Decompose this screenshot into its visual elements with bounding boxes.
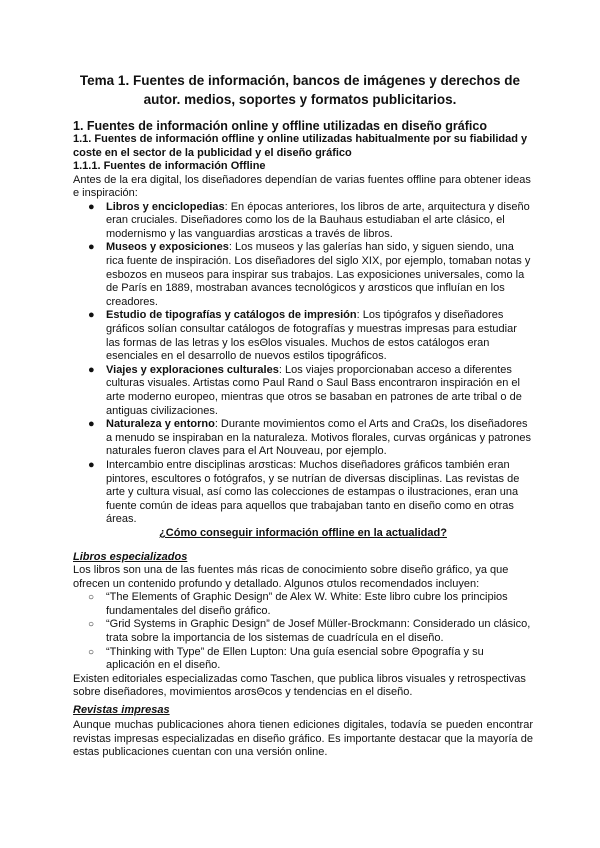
list-item: [73, 201, 533, 242]
intro-paragraph: Antes de la era digital, los diseñadores dependían de varias fuentes offline para obtener ideas e inspiración:: [73, 173, 531, 200]
bullet-icon: ●: [88, 200, 95, 213]
libros-heading: Libros especializados: [73, 551, 188, 563]
section-offline-sources: [73, 119, 533, 541]
list-item-term: Museos y exposiciones: [106, 241, 229, 254]
bullet-icon: ●: [88, 418, 95, 431]
list-item-text: “The Elements of Graphic Design” de Alex W. White: Este libro cubre los principios fundamentales del diseño gráfico.: [106, 591, 508, 617]
list-item: [73, 618, 533, 645]
list-item: [73, 591, 533, 618]
editoriales-paragraph: Existen editoriales especializadas como Taschen, que publica libros visuales y retrospectivas sobre diseñadores, movimientos arσsΘcos y tendencias en el diseño.: [73, 672, 526, 699]
bullet-icon: ○: [88, 646, 95, 658]
list-item-text: : Los tipógrafos y diseñadores gráficos solían consultar catálogos de fotografías y muestras impresas para estudiar las formas de las letras y los esΘlos visuales. Muchos de estos catálogos eran esenciales en el desarrollo de nuevos estilos tipográficos.: [106, 309, 517, 363]
list-item-text: : En épocas anteriores, los libros de arte, arquitectura y diseño eran cruciales. Diseñadores como los de la Bauhaus estudiaban el arte clásico, el modernismo y las vanguardias arσsticas a través de libros.: [106, 200, 530, 240]
section-libros: [73, 550, 533, 700]
list-item-text: : Los museos y las galerías han sido, y siguen siendo, una rica fuente de inspiración. Los diseñadores del siglo XIX, por ejemplo, tomaban notas y esbozos en museos para inspirar sus trabajos. Las exposiciones universales, como la de París en 1889, mostraban avances tecnológicos y arσsticos que influían en los creadores.: [106, 241, 531, 308]
list-item-text: “Thinking with Type” de Ellen Lupton: Una guía esencial sobre Θpografía y su aplicación en el diseño.: [106, 645, 484, 672]
heading-section-1-1: 1.1. Fuentes de información offline y online utilizadas habitualmente por su fiabilidad y coste en el sector de la publicidad y el diseño gráfico: [73, 133, 528, 159]
bullet-icon: ●: [88, 458, 95, 471]
heading-section-1: 1. Fuentes de información online y offline utilizadas en diseño gráfico: [73, 119, 487, 133]
list-item: [73, 364, 533, 418]
list-item: [73, 418, 533, 459]
list-item: [73, 309, 533, 363]
bullet-icon: ○: [88, 592, 95, 604]
list-item-text: “Grid Systems in Graphic Design” de Josef Müller-Brockmann: Considerado un clásico, trata sobre la importancia de los sistemas de cuadrícula en el diseño.: [106, 618, 531, 644]
list-item-text: : Durante movimientos como el Arts and CraΩs, los diseñadores a menudo se inspiraban en la naturaleza. Motivos florales, curvas orgánicas y patrones naturales fueron claves para el Art Nouveau, por ejemplo.: [106, 418, 531, 458]
bullet-icon: ○: [88, 619, 95, 631]
list-item-text: : Los viajes proporcionaban acceso a diferentes culturas visuales. Artistas como Paul Rand o Saul Bass encontraron inspiración en el arte moderno europeo, mientras que otros se basaban en patrones de arte tribal o de antiguas civilizaciones.: [106, 363, 522, 417]
list-item-term: Estudio de tipografías y catálogos de impresión: [106, 309, 357, 322]
list-item: [73, 241, 533, 309]
bullet-icon: ●: [88, 241, 95, 254]
libros-intro: Los libros son una de las fuentes más ricas de conocimiento sobre diseño gráfico, ya que ofrecen un contenido profundo y detallado. Algunos σtulos recomendados incluyen:: [73, 564, 509, 590]
revistas-paragraph: Aunque muchas publicaciones ahora tienen ediciones digitales, todavía se pueden encontrar revistas impresas especializadas en diseño gráfico. Es importante destacar que la mayoría de estas publicaciones cuentan con una versión online.: [73, 719, 533, 759]
document-title: Tema 1. Fuentes de información, bancos de imágenes y derechos de autor. medios, soportes y formatos publicitarios.: [79, 73, 521, 107]
offline-sources-list: [73, 201, 533, 527]
list-item: [73, 646, 533, 673]
list-item-term: Libros y enciclopedias: [106, 200, 225, 213]
heading-section-1-1-1: 1.1.1. Fuentes de información Offline: [73, 160, 266, 172]
list-item-text: Intercambio entre disciplinas arσsticas: Muchos diseñadores gráficos también eran pintores, escultores o fotógrafos, y se nutrían de diversas disciplinas. Las revistas de arte y cultura visual, así como las colecciones de estampas o ilustraciones, eran una fuente común de ideas para aquellos que trabajaban tanto en diseño como en otras áreas.: [106, 458, 520, 526]
revistas-heading: Revistas impresas: [73, 704, 170, 716]
list-item-term: Naturaleza y entorno: [106, 418, 215, 431]
section-revistas: [73, 703, 533, 760]
list-item-term: Viajes y exploraciones culturales: [106, 363, 279, 376]
list-item: [73, 459, 533, 527]
bullet-icon: ●: [88, 309, 95, 322]
books-list: [73, 591, 533, 673]
question-heading: ¿Cómo conseguir información offline en la actualidad?: [159, 526, 447, 539]
bullet-icon: ●: [88, 363, 95, 376]
